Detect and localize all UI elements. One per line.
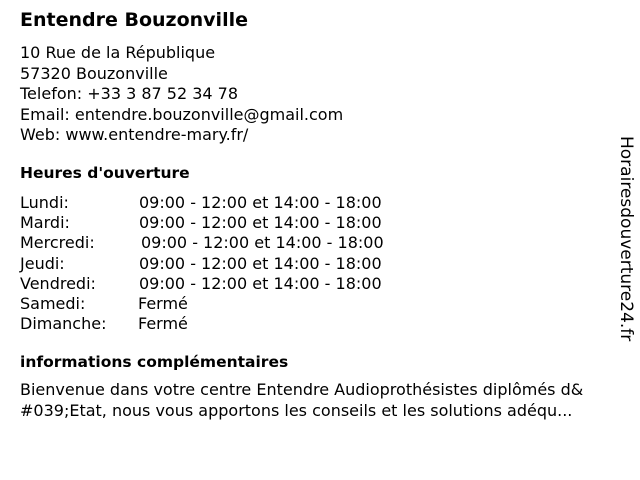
day-label: Jeudi: bbox=[20, 253, 65, 273]
day-label: Mardi: bbox=[20, 213, 70, 233]
info-text bbox=[20, 380, 630, 421]
day-label: Vendredi: bbox=[20, 273, 96, 293]
time-range: 09:00 - 12:00 et 14:00 - 18:00 bbox=[139, 253, 382, 273]
time-range: 09:00 - 12:00 et 14:00 - 18:00 bbox=[139, 213, 382, 233]
hours-row-sunday bbox=[20, 314, 188, 334]
contact-block bbox=[20, 43, 343, 146]
address-line-1: 10 Rue de la République bbox=[20, 43, 216, 62]
closed-label: Fermé bbox=[138, 293, 188, 313]
hours-row-friday bbox=[20, 273, 382, 294]
hours-table bbox=[20, 193, 384, 334]
address-line-2: 57320 Bouzonville bbox=[20, 63, 168, 83]
phone-line: Telefon: +33 3 87 52 34 78 bbox=[20, 84, 239, 103]
hours-row-thursday bbox=[20, 253, 382, 274]
hours-row-wednesday bbox=[20, 233, 384, 253]
time-range: 09:00 - 12:00 et 14:00 - 18:00 bbox=[139, 273, 382, 293]
info-line-1: Bienvenue dans votre centre Entendre Audioprothésistes diplômés d& bbox=[20, 380, 584, 399]
site-watermark: Horairesdouverture24.fr bbox=[616, 136, 636, 342]
store-name: Entendre Bouzonville bbox=[20, 9, 248, 31]
info-heading: informations complémentaires bbox=[20, 353, 289, 371]
closed-label: Fermé bbox=[138, 314, 188, 334]
email-line: Email: entendre.bouzonville@gmail.com bbox=[20, 104, 344, 124]
time-range: 09:00 - 12:00 et 14:00 - 18:00 bbox=[139, 193, 382, 212]
hours-row-tuesday bbox=[20, 213, 382, 233]
hours-heading: Heures d'ouverture bbox=[20, 164, 190, 182]
hours-row-saturday bbox=[20, 293, 188, 314]
hours-row-monday bbox=[20, 193, 382, 213]
day-label: Samedi: bbox=[20, 293, 86, 313]
time-range: 09:00 - 12:00 et 14:00 - 18:00 bbox=[141, 233, 384, 253]
info-line-2: #039;Etat, nous vous apportons les conseils et les solutions adéqu... bbox=[20, 400, 573, 420]
web-line: Web: www.entendre-mary.fr/ bbox=[20, 125, 249, 144]
day-label: Mercredi: bbox=[20, 233, 95, 253]
day-label: Dimanche: bbox=[20, 314, 107, 334]
day-label: Lundi: bbox=[20, 193, 69, 212]
